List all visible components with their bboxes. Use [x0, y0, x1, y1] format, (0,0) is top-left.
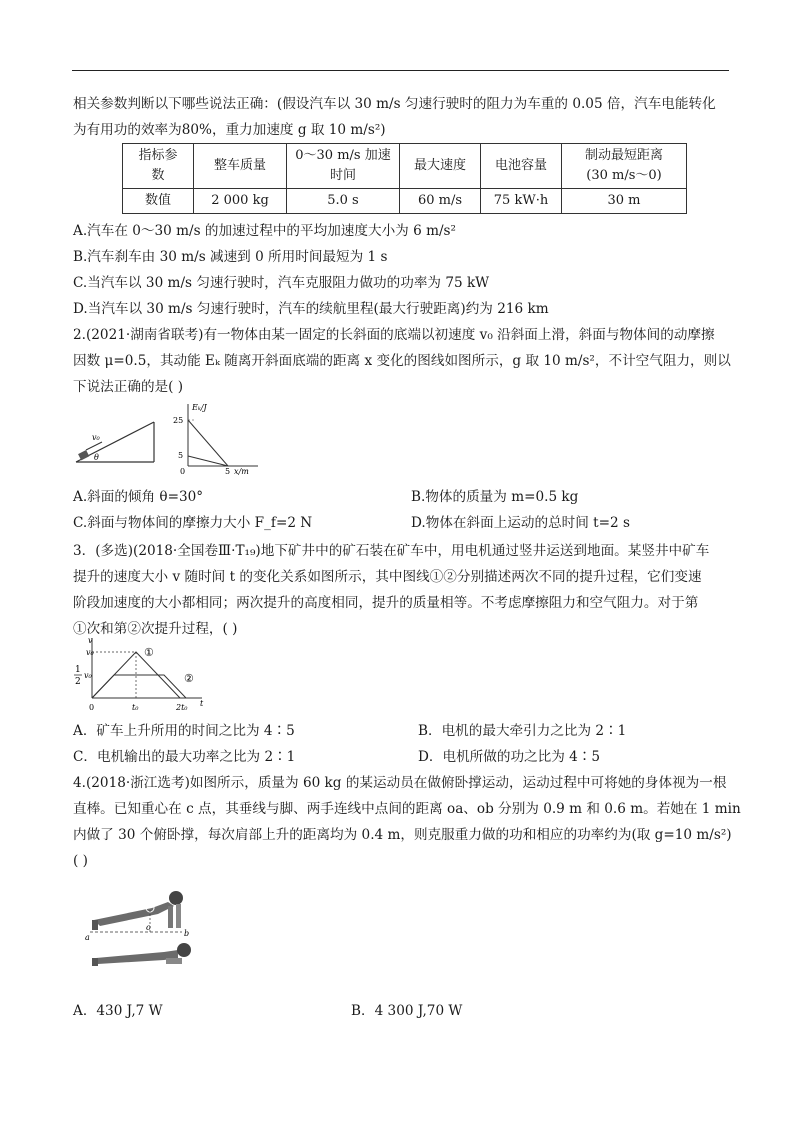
value-cell-battery: 75 kW·h — [481, 189, 562, 214]
value-cell-max-speed: 60 m/s — [400, 189, 481, 214]
ek-x-graph — [168, 400, 268, 478]
spec-table-header-row — [123, 144, 687, 189]
y-tick-5: 5 — [178, 451, 184, 460]
point-o: o — [146, 923, 151, 932]
q2-option-b: B.物体的质量为 m=0.5 kg — [411, 489, 579, 505]
spec-table-value-row — [123, 189, 687, 214]
incline-figure — [72, 410, 162, 470]
value-cell-mass: 2 000 kg — [194, 189, 287, 214]
y-tick-25: 25 — [173, 416, 184, 425]
q3-option-b: B．电机的最大牵引力之比为 2∶1 — [418, 723, 627, 739]
x-axis-label: x/m — [234, 467, 249, 476]
curve-2 — [92, 675, 186, 698]
pushup-upper-pose — [92, 891, 183, 930]
q3-option-d: D．电机所做的功之比为 4∶5 — [418, 749, 601, 765]
point-a: a — [85, 933, 90, 942]
two-t0-label: 2t₀ — [176, 703, 188, 712]
pushup-lower-pose — [92, 943, 191, 966]
half-v0-label: v₀ — [84, 671, 92, 680]
q3-line-3: 阶段加速度的大小都相同；两次提升的高度相同，提升的质量相等。不考虑摩擦阻力和空气阻力。对于第 — [73, 595, 699, 611]
header-cell-max-speed: 最大速度 — [400, 144, 481, 189]
header-cell-brake-distance: 制动最短距离 (30 m/s～0) — [562, 144, 687, 189]
v0-label: v₀ — [92, 433, 100, 442]
q1-option-c: C.当汽车以 30 m/s 匀速行驶时，汽车克服阻力做功的功率为 75 kW — [73, 275, 490, 291]
q3-line-2: 提升的速度大小 v 随时间 t 的变化关系如图所示，其中图线①②分别描述两次不同的提升过程，它们变速 — [73, 569, 702, 585]
header-cell-param: 指标参 数 — [123, 144, 194, 189]
v0-label: v₀ — [86, 648, 94, 657]
value-cell-accel-time: 5.0 s — [287, 189, 400, 214]
q2-option-c: C.斜面与物体间的摩擦力大小 F_f=2 N — [73, 515, 313, 531]
q4-line-1: 4.(2018·浙江选考)如图所示，质量为 60 kg 的某运动员在做俯卧撑运动，运动过程中可将她的身体视为一根 — [73, 775, 727, 791]
q3-option-a: A．矿车上升所用的时间之比为 4∶5 — [73, 723, 295, 739]
x-tick-5: 5 — [225, 467, 231, 476]
half-denominator: 2 — [75, 677, 81, 687]
block-shape — [78, 450, 89, 460]
header-cell-accel-time: 0～30 m/s 加速 时间 — [287, 144, 400, 189]
q1-option-a: A.汽车在 0～30 m/s 的加速过程中的平均加速度大小为 6 m/s² — [73, 223, 456, 239]
q4-line-2: 直棒。已知重心在 c 点，其垂线与脚、两手连线中点间的距离 oa、ob 分别为 0.9 m 和 0.6 m。若她在 1 min — [73, 801, 741, 817]
up-line — [188, 420, 228, 466]
y-axis-label: Eₖ/J — [192, 403, 207, 412]
v-t-origin: 0 — [89, 703, 95, 712]
down-line — [188, 456, 228, 466]
value-cell-label: 数值 — [123, 189, 194, 214]
q2-line-2: 因数 μ=0.5，其动能 Eₖ 随离开斜面底端的距离 x 变化的图线如图所示，g 取 10 m/s²，不计空气阻力，则以 — [73, 353, 731, 369]
q4-option-b: B．4 300 J,70 W — [351, 1003, 463, 1019]
origin-label: 0 — [180, 467, 186, 476]
t-axis-label: t — [200, 699, 204, 708]
header-cell-battery: 电池容量 — [481, 144, 562, 189]
point-c: c — [145, 900, 149, 908]
q2-option-a: A.斜面的倾角 θ=30° — [73, 489, 204, 505]
point-b: b — [184, 929, 190, 938]
header-cell-mass: 整车质量 — [194, 144, 287, 189]
q1-option-b: B.汽车刹车由 30 m/s 减速到 0 所用时间最短为 1 s — [73, 249, 388, 265]
q3-option-c: C．电机输出的最大功率之比为 2∶1 — [73, 749, 296, 765]
half-numerator: 1 — [75, 665, 81, 675]
velocity-arrow — [86, 442, 102, 450]
curve-2-label: ② — [184, 672, 194, 685]
q4-line-4: ( ) — [73, 853, 88, 869]
intro-line-1: 相关参数判断以下哪些说法正确：(假设汽车以 30 m/s 匀速行驶时的阻力为车重的 0.05 倍，汽车电能转化 — [73, 96, 716, 112]
q2-line-3: 下说法正确的是( ) — [73, 379, 184, 395]
pushup-figure — [80, 880, 200, 980]
q4-option-a: A．430 J,7 W — [73, 1003, 163, 1019]
q3-line-4: ①次和第②次提升过程，( ) — [73, 621, 238, 637]
q2-option-d: D.物体在斜面上运动的总时间 t=2 s — [411, 515, 630, 531]
v-axis-label: v — [88, 636, 93, 645]
t0-label: t₀ — [132, 703, 139, 712]
q4-line-3: 内做了 30 个俯卧撑，每次肩部上升的距离均为 0.4 m，则克服重力做的功和相应的功率约为(取 g=10 m/s²) — [73, 827, 732, 843]
q1-option-d: D.当汽车以 30 m/s 匀速行驶时，汽车的续航里程(最大行驶距离)约为 216 km — [73, 301, 549, 317]
theta-label: θ — [94, 453, 99, 462]
header-rule — [72, 70, 729, 71]
curve-1-label: ① — [144, 646, 154, 659]
q3-line-1: 3．(多选)(2018·全国卷Ⅲ·T₁₉)地下矿井中的矿石装在矿车中，用电机通过竖井运送到地面。某竖井中矿车 — [73, 543, 710, 559]
v-t-graph — [72, 632, 212, 712]
spec-table — [122, 143, 687, 214]
value-cell-brake-distance: 30 m — [562, 189, 687, 214]
q2-line-1: 2.(2021·湖南省联考)有一物体由某一固定的长斜面的底端以初速度 v₀ 沿斜面上滑，斜面与物体间的动摩擦 — [73, 327, 715, 343]
intro-line-2: 为有用功的效率为80%，重力加速度 g 取 10 m/s²) — [73, 122, 386, 138]
